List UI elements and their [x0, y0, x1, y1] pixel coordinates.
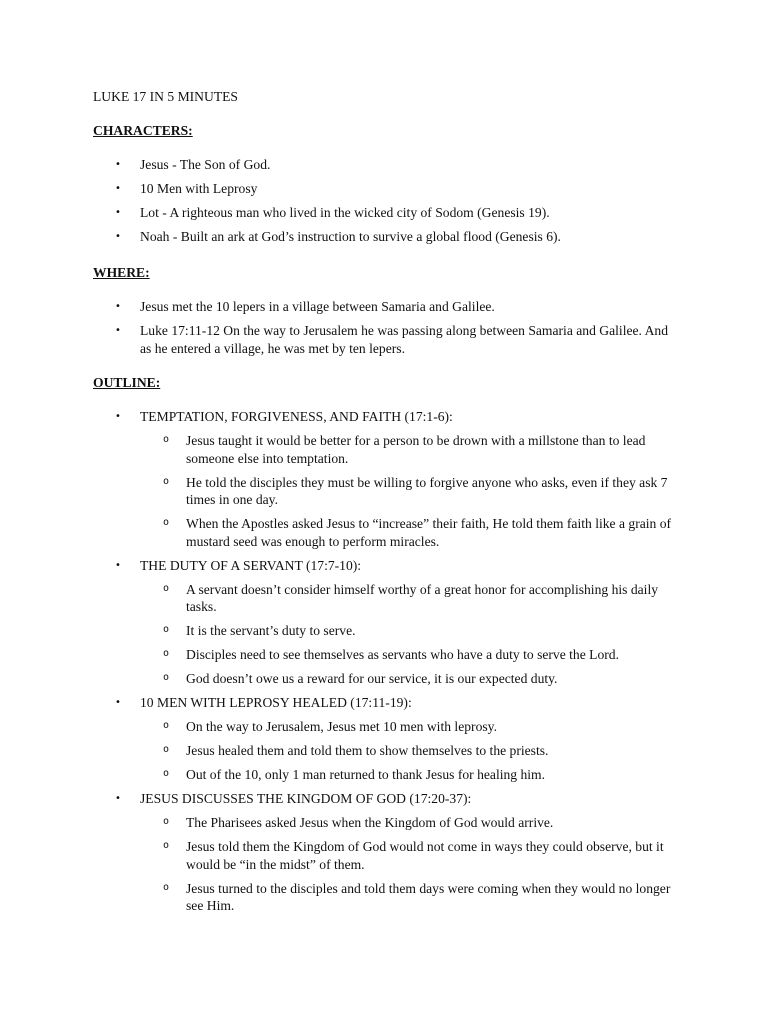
characters-list	[0, 156, 768, 252]
outline-point: o It is the servant’s duty to serve.	[186, 622, 676, 640]
where-item: • Luke 17:11-12 On the way to Jerusalem he was passing along between Samaria and Galilee. And as he entered a village, he was met by ten lepers.	[0, 322, 680, 357]
outline-point: o The Pharisees asked Jesus when the Kingdom of God would arrive.	[186, 814, 676, 832]
outline-list	[0, 408, 768, 921]
outline-section	[0, 790, 680, 915]
outline-section	[0, 694, 680, 784]
outline-points	[140, 814, 680, 915]
outline-points	[140, 432, 680, 550]
outline-point: o On the way to Jerusalem, Jesus met 10 men with leprosy.	[186, 718, 676, 736]
outline-heading: OUTLINE:	[93, 375, 161, 390]
outline-section	[0, 557, 680, 688]
where-heading: WHERE:	[93, 265, 150, 280]
outline-point: o Jesus turned to the disciples and told them days were coming when they would no longer see Him.	[186, 880, 676, 915]
outline-points	[140, 718, 680, 784]
outline-point: o Jesus told them the Kingdom of God would not come in ways they could observe, but it would be “in the midst” of them.	[186, 838, 676, 873]
where-item: • Jesus met the 10 lepers in a village between Samaria and Galilee.	[0, 298, 680, 316]
outline-section	[0, 408, 680, 550]
outline-point: o Out of the 10, only 1 man returned to thank Jesus for healing him.	[186, 766, 676, 784]
document-title: LUKE 17 IN 5 MINUTES	[93, 89, 238, 104]
outline-point: o Jesus taught it would be better for a person to be drown with a millstone than to lead someone else into temptation.	[186, 432, 676, 467]
outline-section-title: 10 MEN WITH LEPROSY HEALED (17:11-19):	[140, 695, 412, 710]
outline-points	[140, 581, 680, 688]
outline-section-title: THE DUTY OF A SERVANT (17:7-10):	[140, 557, 362, 573]
character-item: • 10 Men with Leprosy	[0, 180, 680, 198]
where-list	[0, 298, 768, 364]
outline-section-title: TEMPTATION, FORGIVENESS, AND FAITH (17:1-6):	[140, 409, 453, 424]
outline-point: o Jesus healed them and told them to show themselves to the priests.	[186, 742, 676, 760]
outline-point: o He told the disciples they must be willing to forgive anyone who asks, even if they ask 7 times in one day.	[186, 474, 676, 509]
character-item: • Noah - Built an ark at God’s instruction to survive a global flood (Genesis 6).	[0, 228, 680, 246]
outline-point: o Disciples need to see themselves as servants who have a duty to serve the Lord.	[186, 646, 676, 664]
outline-point: o A servant doesn’t consider himself worthy of a great honor for accomplishing his daily tasks.	[186, 581, 676, 616]
outline-section-title: JESUS DISCUSSES THE KINGDOM OF GOD (17:20-37):	[140, 791, 472, 806]
characters-heading: CHARACTERS:	[93, 123, 193, 138]
outline-point: o When the Apostles asked Jesus to “increase” their faith, He told them faith like a grain of mustard seed was enough to perform miracles.	[186, 515, 676, 550]
outline-point: o God doesn’t owe us a reward for our service, it is our expected duty.	[186, 670, 676, 688]
character-item: • Jesus - The Son of God.	[0, 156, 680, 174]
character-item: • Lot - A righteous man who lived in the wicked city of Sodom (Genesis 19).	[0, 204, 680, 222]
